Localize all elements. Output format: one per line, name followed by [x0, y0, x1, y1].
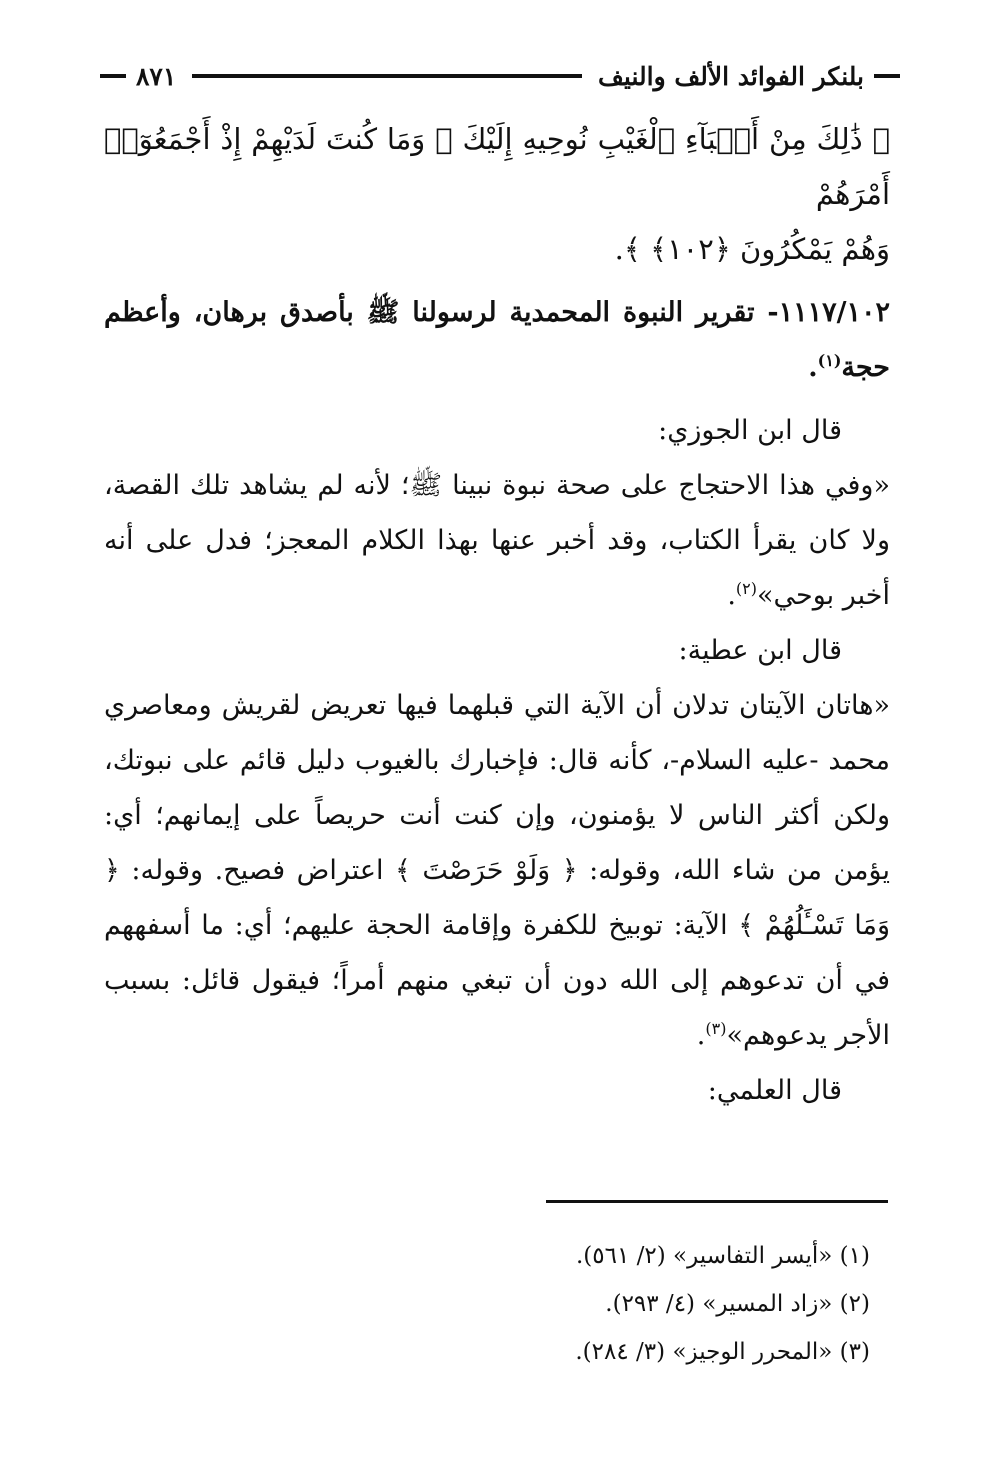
quote-ibn-aljawzi [104, 458, 890, 623]
main-text [104, 112, 890, 1118]
footnotes [300, 1232, 876, 1376]
quote-ibn-aljawzi-text: «وفي هذا الاحتجاج على صحة نبوة نبينا ﷺ؛ لأنه لم يشاهد تلك القصة، ولا كان يقرأ الكتاب، وقد أخبر عنها بهذا الكلام المعجز؛ فدل على أنه أخبر بوحي» [104, 470, 890, 611]
footnote-marker-1: (١) [817, 351, 842, 370]
running-header [100, 56, 900, 96]
header-title: بلنكر الفوائد الألف والنيف [598, 61, 864, 91]
quote-ibn-atiyyah [104, 678, 890, 1063]
quote-label-alulaymi: قال العلمي: [707, 1075, 842, 1106]
section-heading-text: ١١١٧/١٠٢- تقرير النبوة المحمدية لرسولنا ﷺ بأصدق برهان، وأعظم حجة [104, 297, 890, 383]
header-dash-left [100, 74, 126, 78]
quran-verse-line-2: وَهُمْ يَمْكُرُونَ ﴿١٠٢﴾ ﴾. [614, 232, 890, 266]
quote-label-ibn-aljawzi: قال ابن الجوزي: [658, 415, 842, 446]
section-heading [104, 285, 890, 395]
section-heading-end: . [808, 352, 818, 383]
footnote-marker-2: (٢) [735, 579, 757, 598]
quote-label-ibn-atiyyah: قال ابن عطية: [678, 635, 842, 666]
page-number: ٨٧١ [136, 61, 177, 91]
header-dash-right [874, 74, 900, 78]
quote-ibn-aljawzi-end: . [727, 580, 736, 611]
quote-ibn-atiyyah-end: . [696, 1020, 706, 1051]
header-rule [192, 74, 582, 78]
footnote-marker-3: (٣) [705, 1019, 727, 1038]
footnote-separator [546, 1200, 888, 1203]
quote-ibn-atiyyah-text: «هاتان الآيتان تدلان أن الآية التي قبلهما فيها تعريض لقريش ومعاصري محمد -عليه السلام-، كأنه قال: فإخبارك بالغيوب دليل قائم على نبوتك، ولكن أكثر الناس لا يؤمنون، وإن كنت أنت حريصاً على إيمانهم؛ أي: يؤمن من شاء الله، وقوله: ﴿ وَلَوْ حَرَصْتَ ﴾ اعتراض فصيح. وقوله: ﴿ وَمَا تَسْـَٔلُهُمْ ﴾ الآية: توبيخ للكفرة وإقامة الحجة عليهم؛ أي: ما أسفههم في أن تدعوهم إلى الله دون أن تبغي منهم أمراً؛ فيقول قائل: بسبب الأجر يدعوهم» [104, 690, 891, 1051]
footnote-2: (٢) «زاد المسير» (٤/ ٢٩٣). [605, 1291, 870, 1317]
footnote-1: (١) «أيسر التفاسير» (٢/ ٥٦١). [575, 1243, 870, 1269]
quran-verse-line-1: ﴿ ذَٰلِكَ مِنْ أَنۢبَآءِ ٱلْغَيْبِ نُوحِيهِ إِلَيْكَ ۖ وَمَا كُنتَ لَدَيْهِمْ إِذْ أَجْمَعُوٓا۟ أَمْرَهُمْ [104, 122, 890, 211]
footnote-3: (٣) «المحرر الوجيز» (٣/ ٢٨٤). [575, 1339, 870, 1365]
